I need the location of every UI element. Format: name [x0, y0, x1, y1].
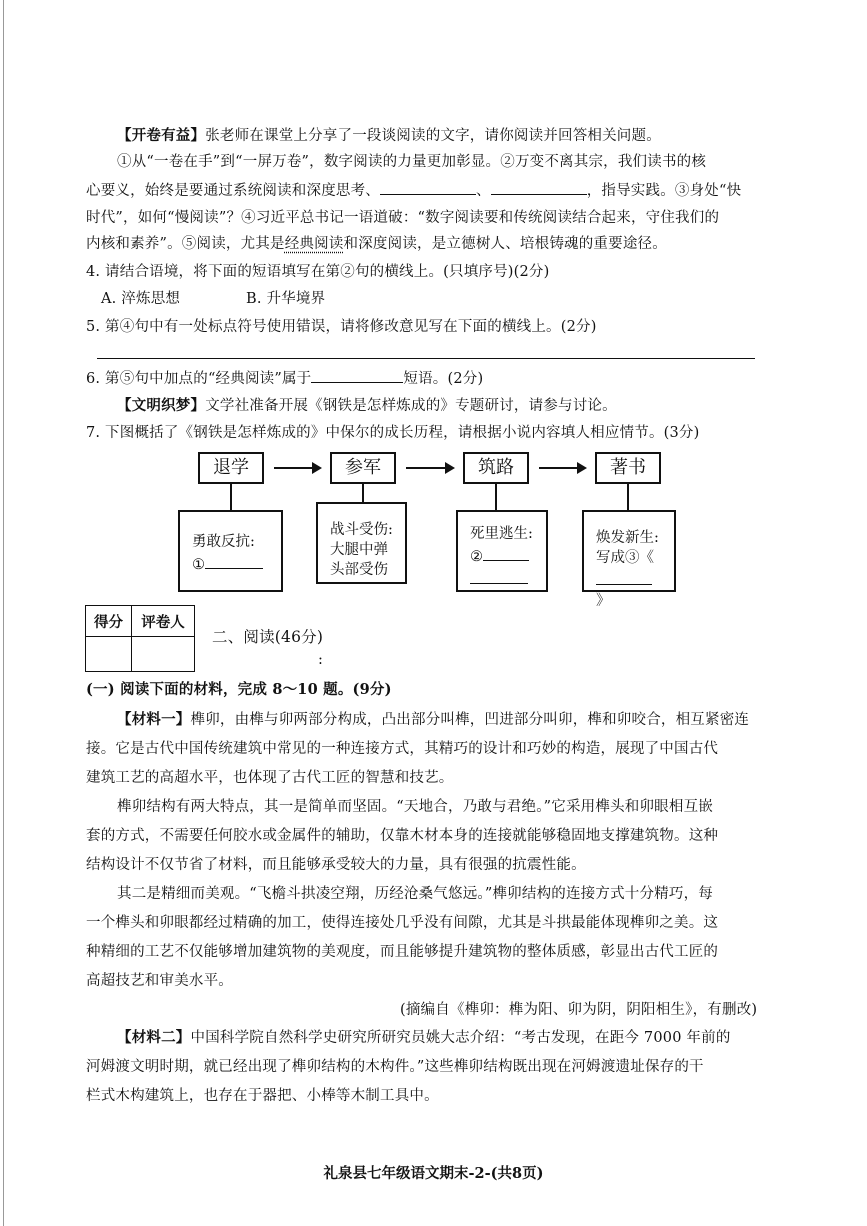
passage-text: 心要义，始终是要通过系统阅读和深度思考、	[86, 183, 380, 199]
note-line: 勇敢反抗:	[192, 534, 255, 550]
plot-note-box	[316, 502, 407, 584]
section-text: 文学社准备开展《钢铁是怎样炼成的》专题研讨，请参与讨论。	[205, 398, 617, 414]
material-2-line: 河姆渡文明时期，就已经出现了榫卯结构的木构件。”这些榫卯结构既出现在河姆渡遗址保存的干	[86, 1059, 704, 1075]
answer-line[interactable]	[97, 358, 755, 359]
material-1-line: 接。它是古代中国传统建筑中常见的一种连接方式，其精巧的设计和巧妙的构造，展现了中国古代	[86, 741, 719, 757]
material-1-line: 套的方式，不需要任何胶水或金属件的辅助，仅靠木材本身的连接就能够稳固地支撑建筑物。这种	[86, 828, 719, 844]
answer-blank[interactable]	[311, 368, 403, 383]
answer-blank[interactable]	[205, 552, 263, 569]
passage-text: ，指导实践。③身处“快	[586, 183, 742, 199]
answer-blank[interactable]	[596, 568, 652, 585]
answer-blank[interactable]	[380, 180, 476, 195]
material-1-line: 一个榫头和卯眼都经过精确的加工，使得连接处几乎没有间隙，尤其是斗拱最能体现榫卯之美。这	[86, 915, 719, 931]
note-line: ②	[470, 549, 483, 565]
stage-box: 著书	[595, 452, 661, 484]
q4-option-a: A. 淬炼思想	[101, 291, 181, 307]
note-line: 大腿中弹	[330, 542, 388, 558]
material-1-line: 结构设计不仅节省了材料，而且能够承受较大的力量，具有很强的抗震性能。	[86, 857, 586, 873]
arrow-right-icon	[539, 467, 585, 469]
passage-line	[86, 234, 667, 254]
passage-line: 时代”，如何“慢阅读”？④习近平总书记一语道破：“数字阅读要和传统阅读结合起来，守住我们的	[86, 210, 720, 226]
score-header: 得分	[86, 606, 132, 637]
score-cell[interactable]	[86, 637, 132, 672]
material-text: 中国科学院自然科学史研究所研究员姚大志介绍：“考古发现，在距今 7000 年前的	[190, 1030, 731, 1046]
connector-line	[362, 484, 364, 502]
passage-text: 、	[476, 183, 491, 199]
material-1-line: 榫卯结构有两大特点，其一是简单而坚固。“天地合，乃敢与君绝。”它采用榫头和卯眼相互嵌	[117, 799, 713, 815]
material-1-line	[117, 710, 749, 730]
material-2-line	[117, 1028, 731, 1048]
passage-line: ①从“一卷在手”到“一屏万卷”，数字阅读的力量更加彰显。②万变不离其宗，我们读书的核	[117, 154, 707, 170]
material-1-line: 种精细的工艺不仅能够增加建筑物的美观度，而且能够提升建筑物的整体质感，彰显出古代工匠的	[86, 944, 719, 960]
passage-line	[86, 180, 741, 201]
material-text: 榫卯，由榫与卯两部分构成，凸出部分叫榫，凹进部分叫卯，榫和卯咬合，相互紧密连	[190, 712, 750, 728]
question-text: 6. 第⑤句中加点的“经典阅读”属于	[86, 371, 312, 387]
note-line: 写成③《	[596, 550, 654, 566]
answer-blank[interactable]	[470, 567, 528, 584]
material-1-line: 高超技艺和审美水平。	[86, 973, 233, 989]
grader-cell[interactable]	[132, 637, 195, 672]
note-line: ①	[192, 557, 205, 573]
question-text: 短语。(2分)	[403, 371, 484, 387]
section-text: 张老师在课堂上分享了一段谈阅读的文字，请你阅读并回答相关问题。	[205, 128, 661, 144]
dotted-phrase: 经典阅读	[284, 236, 344, 252]
answer-blank[interactable]	[483, 544, 529, 561]
material-1-line: 其二是精细而美观。“飞檐斗拱凌空翔，历经沧桑气悠远。”榫卯结构的连接方式十分精巧，每	[117, 886, 713, 902]
stage-box: 筑路	[463, 452, 529, 484]
answer-blank[interactable]	[491, 180, 587, 195]
question-6	[86, 368, 483, 389]
section-dream	[117, 396, 617, 416]
section-tag: 【文明织梦】	[117, 397, 206, 414]
stage-box: 参军	[330, 452, 396, 484]
question-4: 4. 请结合语境，将下面的短语填写在第②句的横线上。(只填序号)(2分)	[86, 264, 550, 280]
grader-header: 评卷人	[132, 606, 195, 637]
question-5: 5. 第④句中有一处标点符号使用错误，请将修改意见写在下面的横线上。(2分)	[86, 319, 597, 335]
note-line: 战斗受伤:	[330, 522, 393, 538]
note-line: 头部受伤	[330, 562, 388, 578]
note-line: 死里逃生:	[470, 526, 533, 542]
stray-mark: :	[318, 652, 324, 668]
section-reading-intro	[117, 126, 661, 146]
connector-line	[230, 484, 232, 510]
part2-heading: 二、阅读(46分)	[212, 628, 324, 646]
passage-text: 和深度阅读，是立德树人、培根铸魂的重要途径。	[343, 236, 667, 252]
note-line: 焕发新生:	[596, 530, 659, 546]
question-7: 7. 下图概括了《钢铁是怎样炼成的》中保尔的成长历程，请根据小说内容填人相应情节。(3分)	[86, 425, 700, 441]
passage-text: 内核和素养”。⑤阅读，尤其是	[86, 236, 285, 252]
material-1-source: (摘编自《榫卯：榫为阳、卯为阴，阴阳相生》，有删改)	[400, 1002, 758, 1018]
material-2-line: 栏式木构建筑上，也存在于器把、小棒等木制工具中。	[86, 1088, 439, 1104]
note-line: 》	[596, 593, 611, 609]
connector-line	[627, 484, 629, 510]
answer-blank[interactable]	[192, 575, 268, 592]
page-footer: 礼泉县七年级语文期末-2-(共8页)	[323, 1165, 544, 1182]
arrow-right-icon	[274, 467, 320, 469]
material-tag: 【材料二】	[117, 1029, 191, 1046]
connector-line	[495, 484, 497, 510]
reading-1-heading: (一) 阅读下面的材料，完成 8～10 题。(9分)	[86, 681, 392, 698]
material-1-line: 建筑工艺的高超水平，也体现了古代工匠的智慧和技艺。	[86, 770, 454, 786]
arrow-right-icon	[406, 467, 453, 469]
q4-option-b: B. 升华境界	[246, 291, 326, 307]
stage-box: 退学	[198, 452, 264, 484]
material-tag: 【材料一】	[117, 711, 191, 728]
plot-note-box	[178, 510, 283, 592]
score-table	[85, 605, 195, 672]
scan-edge-line	[3, 0, 4, 1226]
plot-note-box	[456, 510, 548, 592]
plot-note-box	[582, 510, 676, 609]
section-tag: 【开卷有益】	[117, 127, 206, 144]
